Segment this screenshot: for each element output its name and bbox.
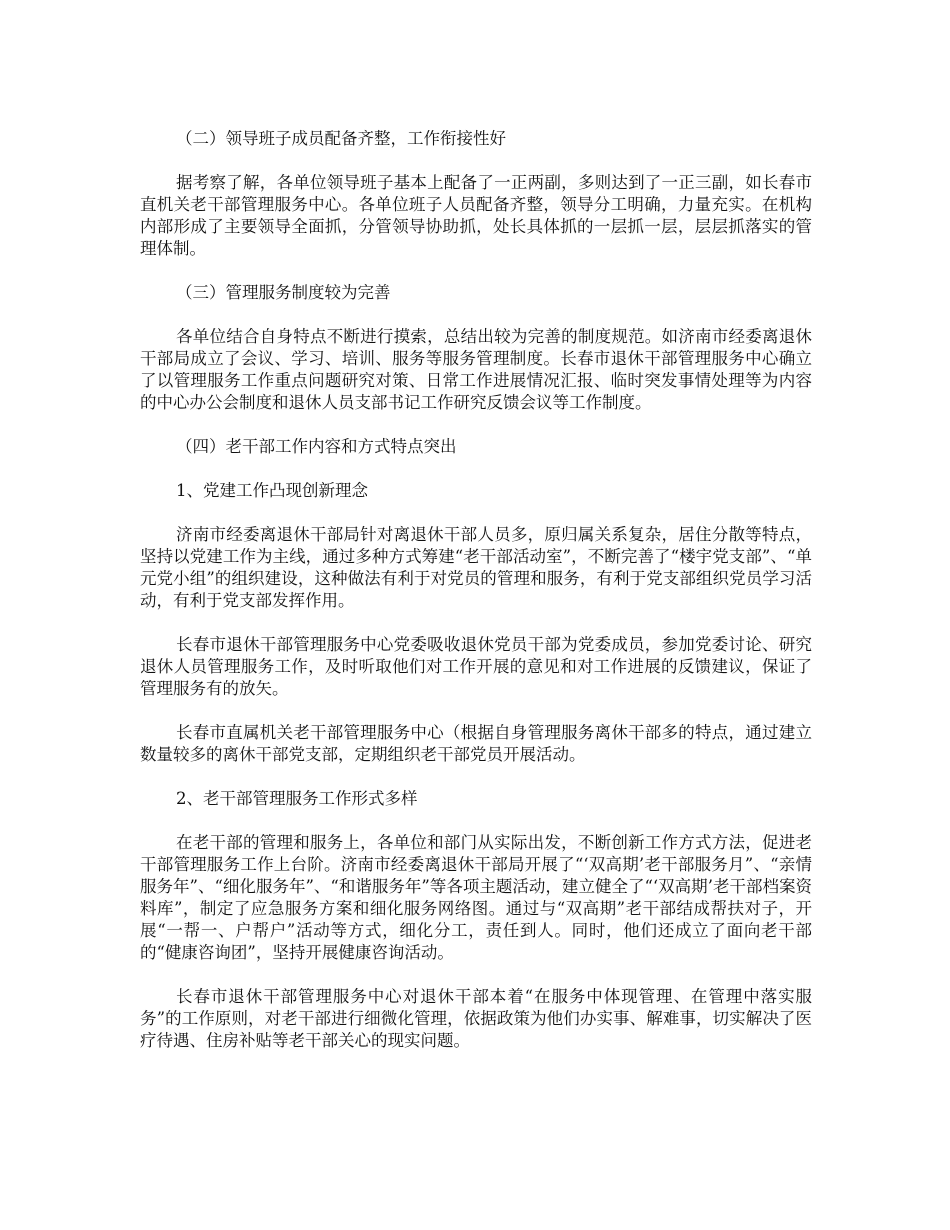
paragraph-party-building-direct: 长春市直属机关老干部管理服务中心（根据自身管理服务离休干部多的特点，通过建立数量较多的离休干部党支部，定期组织老干部党员开展活动。 bbox=[140, 723, 812, 764]
subsection-heading-1: 1、党建工作凸现创新理念 bbox=[176, 481, 368, 500]
section-heading-2: （二）领导班子成员配备齐整，工作衔接性好 bbox=[176, 129, 506, 148]
paragraph-party-building-jinan: 济南市经委离退休干部局针对离退休干部人员多，原归属关系复杂，居住分散等特点，坚持以党建工作为主线，通过多种方式筹建“老干部活动室”，不断完善了“楼宇党支部”、“单元党小组”的组织建设，这种做法有利于对党员的管理和服务，有利于党支部组织党员学习活动，有利于党支部发挥作用。 bbox=[140, 525, 812, 610]
section-heading-4: （四）老干部工作内容和方式特点突出 bbox=[176, 437, 457, 456]
paragraph-leadership: 据考察了解，各单位领导班子基本上配备了一正两副，多则达到了一正三副，如长春市直机关老干部管理服务中心。各单位班子人员配备齐整，领导分工明确，力量充实。在机构内部形成了主要领导全面抓，分管领导协助抓，处长具体抓的一层抓一层，层层抓落实的管理体制。 bbox=[140, 173, 812, 258]
paragraph-system: 各单位结合自身特点不断进行摸索，总结出较为完善的制度规范。如济南市经委离退休干部局成立了会议、学习、培训、服务等服务管理制度。长春市退休干部管理服务中心确立了以管理服务工作重点问题研究对策、日常工作进展情况汇报、临时突发事情处理等为内容的中心办公会制度和退休人员支部书记工作研究反馈会议等工作制度。 bbox=[140, 327, 812, 412]
paragraph-service-forms-changchun: 长春市退休干部管理服务中心对退休干部本着“在服务中体现管理、在管理中落实服务”的工作原则，对老干部进行细微化管理，依据政策为他们办实事、解难事，切实解决了医疗待遇、住房补贴等老干部关心的现实问题。 bbox=[140, 987, 812, 1050]
paragraph-service-forms-jinan: 在老干部的管理和服务上，各单位和部门从实际出发，不断创新工作方式方法，促进老干部管理服务工作上台阶。济南市经委离退休干部局开展了“‘双高期’老干部服务月”、“亲情服务年”、“细化服务年”、“和谐服务年”等各项主题活动，建立健全了“‘双高期’老干部档案资料库”，制定了应急服务方案和细化服务网络图。通过与“双高期”老干部结成帮扶对子，开展“一帮一、户帮户”活动等方式，细化分工，责任到人。同时，他们还成立了面向老干部的“健康咨询团”，坚持开展健康咨询活动。 bbox=[140, 833, 812, 962]
section-heading-3: （三）管理服务制度较为完善 bbox=[176, 283, 391, 302]
subsection-heading-2: 2、老干部管理服务工作形式多样 bbox=[176, 789, 418, 808]
document-page bbox=[140, 128, 812, 1052]
paragraph-party-building-changchun: 长春市退休干部管理服务中心党委吸收退休党员干部为党委成员，参加党委讨论、研究退休人员管理服务工作，及时听取他们对工作开展的意见和对工作进展的反馈建议，保证了管理服务有的放矢。 bbox=[140, 635, 812, 698]
